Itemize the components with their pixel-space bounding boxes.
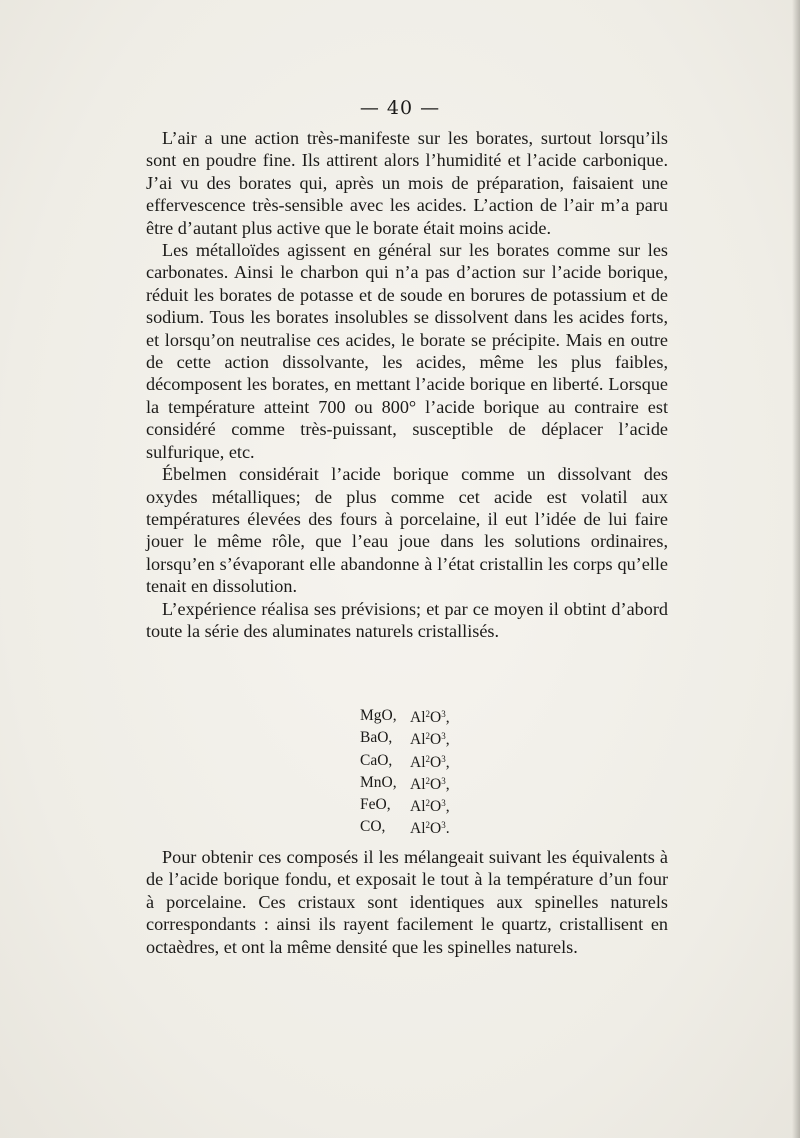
alumina-formula: $Al^2O^3$, xyxy=(410,709,450,726)
page-number: — 40 — xyxy=(359,97,441,119)
formula-row xyxy=(360,816,450,838)
aluminates-formula-table xyxy=(360,705,450,839)
page-edge-shadow xyxy=(792,0,800,1138)
paragraph-air-action: L’air a une action très-manifeste sur les borates, surtout lorsqu’ils sont en poudre fine. Ils attirent alors l’humidité et l’acide carbonique. J’ai vu des borates qui, après un mois de préparation, faisaient une effervescence très-sensible avec les acides. L’action de l’air m’a paru être d’autant plus active que le borate était moins acide. xyxy=(146,128,668,238)
formula-row xyxy=(360,750,450,772)
alumina-formula: $Al^2O^3$, xyxy=(410,775,450,793)
alumina-formula: $Al^2O^3$, xyxy=(410,798,450,816)
alumina-formula: $Al^2O^3$, xyxy=(410,731,450,749)
formula-row xyxy=(360,705,450,727)
body-text-top xyxy=(146,127,668,642)
oxide-formula: FeO, xyxy=(360,796,391,814)
alumina-formula: $Al^2O^3$. xyxy=(410,820,450,838)
oxide-formula: CaO, xyxy=(360,751,393,769)
paragraph-ebelmen: Ébelmen considérait l’acide borique comme un dissolvant des oxydes métalliques; de plus comme cet acide est volatil aux températures élevées des fours à porcelaine, il eut l’idée de lui faire jouer le même rôle, que l’eau joue dans les solutions ordinaires, lorsqu’en s’évaporant elle abandonne à l’état cristallin les corps qu’elle tenait en dissolution. xyxy=(146,464,668,597)
oxide-formula: CO, xyxy=(360,818,386,836)
formula-row xyxy=(360,772,450,794)
alumina-formula: $Al^2O^3$, xyxy=(410,753,450,771)
paragraph-preparation: Pour obtenir ces composés il les mélangeait suivant les équivalents à de l’acide borique fondu, et exposait le tout à la température d’un four à porcelaine. Ces cristaux sont identiques aux spinelles naturels correspondants : ainsi ils rayent facilement le quartz, cristallisent en octaèdres, et ont la même densité que les spinelles naturels. xyxy=(146,847,668,957)
body-text-bottom xyxy=(146,846,668,958)
paragraph-experience: L’expérience réalisa ses prévisions; et par ce moyen il obtint d’abord toute la série des aluminates naturels cristallisés. xyxy=(146,598,668,641)
paragraph-metalloids: Les métalloïdes agissent en général sur les borates comme sur les carbonates. Ainsi le charbon qui n’a pas d’action sur l’acide borique, réduit les borates de potasse et de soude en borures de potassium et de sodium. Tous les borates insolubles se dissolvent dans les acides forts, et lorsqu’on neutralise ces acides, le borate se précipite. Mais en outre de cette action dissolvante, les acides, même les plus faibles, décomposent les borates, en mettant l’acide borique en liberté. Lorsque la température atteint 700 ou 800° l’acide borique au contraire est considéré comme très-puissant, susceptible de déplacer l’acide sulfurique, etc. xyxy=(146,240,668,462)
oxide-formula: MgO, xyxy=(360,707,397,724)
oxide-formula: MnO, xyxy=(360,773,397,791)
oxide-formula: BaO, xyxy=(360,729,393,747)
formula-row xyxy=(360,727,450,749)
formula-row xyxy=(360,794,450,816)
